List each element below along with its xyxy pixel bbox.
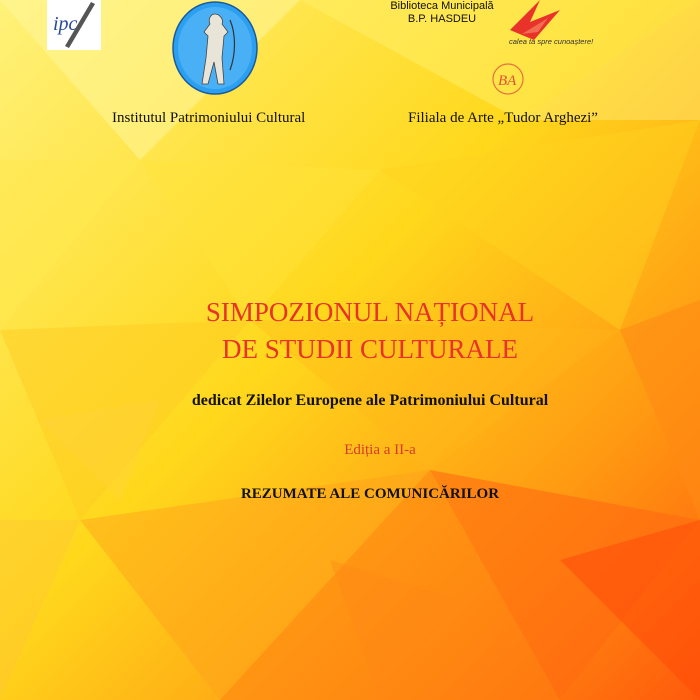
title-line-2: DE STUDII CULTURALE	[222, 334, 518, 364]
library-name-line1: Biblioteca Municipală	[390, 0, 494, 12]
edition-label: Ediția a II-a	[344, 442, 416, 458]
institute-seal-logo	[170, 0, 260, 100]
library-name	[384, 0, 500, 26]
ipc-logo-text: ipc	[53, 13, 78, 35]
library-motto: calea ta spre cunoaștere!	[509, 37, 594, 46]
arts-branch-logo	[490, 62, 526, 96]
subtitle: dedicat Zilelor Europene ale Patrimoniului Cultural	[191, 392, 549, 409]
title-line-1: SIMPOZIONUL NAȚIONAL	[205, 297, 535, 327]
ba-logo-text: BA	[498, 73, 517, 89]
section-heading: REZUMATE ALE COMUNICĂRILOR	[240, 486, 500, 502]
institute-label: Institutul Patrimoniului Cultural	[112, 110, 306, 126]
arts-branch-label: Filiala de Arte „Tudor Arghezi”	[408, 110, 598, 126]
library-name-line2: B.P. HASDEU	[407, 13, 477, 25]
library-logo	[500, 0, 620, 60]
ipc-logo	[45, 0, 103, 50]
